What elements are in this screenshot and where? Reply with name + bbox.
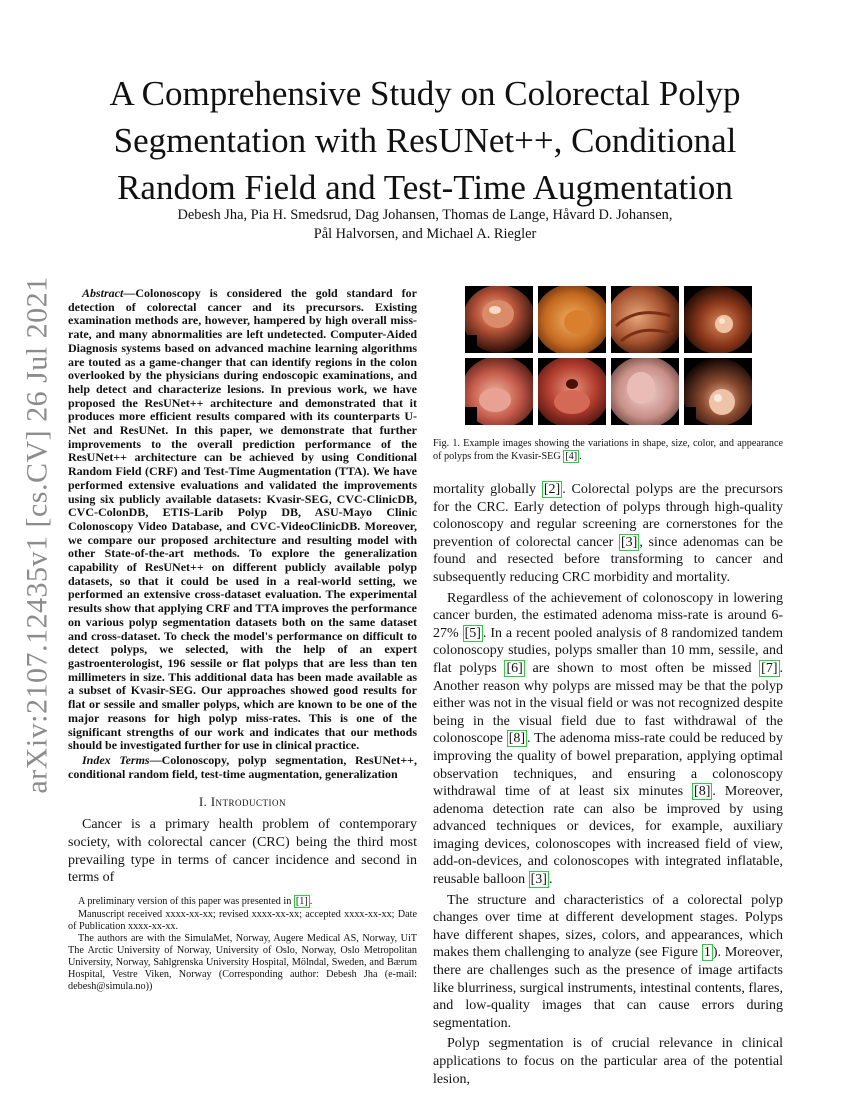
citation-link[interactable]: [4] <box>565 450 578 462</box>
index-terms-text: —Colonoscopy, polyp segmentation, ResUNet++, conditional random field, test-time augmentation, generalization <box>68 752 417 781</box>
polyp-image-6 <box>538 358 606 425</box>
section-heading-introduction <box>68 795 417 810</box>
right-paragraph-3 <box>433 892 783 1033</box>
citation-link[interactable]: [5] <box>464 625 481 641</box>
index-terms-lead: Index Terms <box>82 752 150 767</box>
citation-link[interactable]: [2] <box>543 482 561 497</box>
citation-link[interactable]: [8] <box>508 731 526 747</box>
caption-text: Fig. 1. Example images showing the variations in shape, size, color, and appearance of polyps from the Kvasir-SEG <box>433 438 783 462</box>
citation-link[interactable]: [3] <box>530 872 547 888</box>
polyp-image-2 <box>538 286 606 353</box>
left-column <box>68 287 417 887</box>
citation-link[interactable]: [8] <box>694 784 711 800</box>
index-terms <box>68 754 417 781</box>
intro-paragraph-1: Cancer is a primary health problem of contemporary society, with colorectal cancer (CRC) being the third most prevailing type in terms of cancer incidence and second in terms of <box>68 817 417 886</box>
right-paragraph-2 <box>433 590 783 889</box>
body-text: ). Moreover, there are challenges such as the presence of image artifacts like blurriness, surgical instruments, intestinal contents, flares, and low-quality images that can cause errors during segmentation. <box>433 945 783 1031</box>
right-paragraph-4: Polyp segmentation is of crucial relevance in clinical applications to focus on the particular area of the potential lesion, <box>433 1036 783 1087</box>
footnote-preliminary <box>68 896 417 908</box>
body-text: . In a recent pooled analysis of 8 randomized tandem colonoscopy studies, polyps smaller than 10 mm, sessile, and flat polyps <box>433 625 783 676</box>
body-text: mortality globally <box>433 482 542 497</box>
polyp-image-1 <box>465 286 533 353</box>
footnote-text: A preliminary version of this paper was presented in <box>78 896 294 907</box>
footnotes <box>68 896 417 993</box>
section-title: Introduction <box>210 795 287 810</box>
polyp-image-5 <box>465 358 533 425</box>
polyp-image-3 <box>611 286 679 353</box>
author-list <box>110 206 740 244</box>
figure-1-grid <box>465 286 751 425</box>
footnote-text: . <box>309 896 313 907</box>
authors-line-1: Debesh Jha, Pia H. Smedsrud, Dag Johansen, Thomas de Lange, Håvard D. Johansen, <box>177 207 673 223</box>
citation-link[interactable]: [6] <box>506 660 523 676</box>
body-text: , since adenomas can be found and resected before transforming to cancer and subsequently reducing CRC morbidity and mortality. <box>433 534 783 585</box>
body-text: are shown to most often be missed <box>524 660 760 676</box>
right-column <box>433 286 783 1088</box>
citation-link[interactable]: [3] <box>621 534 638 550</box>
body-text: . Colorectal polyps are the precursors for the CRC. Early detection of polyps through high-quality colonoscopy and regular screening are cornerstones for the prevention of colorectal cancer <box>433 482 783 550</box>
abstract-lead: Abstract <box>82 286 124 300</box>
body-text: Regardless of the achievement of colonoscopy in lowering cancer burden, the estimated adenoma miss-rate is around 6-27% <box>433 590 783 641</box>
body-text: . <box>548 872 553 888</box>
arxiv-stamp <box>18 276 58 794</box>
caption-text: . <box>579 450 582 462</box>
body-text: The structure and characteristics of a colorectal polyp changes over time at different development stages. Polyps have different shapes, sizes, colors, and appearances, which makes them challenging to analyze (see Figure <box>433 892 783 961</box>
abstract-text: —Colonoscopy is considered the gold standard for detection of colorectal cancer and its precursors. Existing examination methods are, however, hampered by high overall miss-rate, and many abnormalities are left undetected. Computer-Aided Diagnosis systems based on advanced machine learning algorithms are touted as a game-changer that can identify regions in the colon overlooked by the physicians during endoscopic examinations, and help detect and characterize lesions. In previous work, we have proposed the ResUNet++ architecture and demonstrated that it produces more efficient results compared with its counterparts U-Net and ResUNet. In this paper, we demonstrate that further improvements to the overall prediction performance of the ResUNet++ architecture can be achieved by using Conditional Random Field (CRF) and Test-Time Augmentation (TTA). We have performed extensive evaluations and validated the improvements using six publicly available datasets: Kvasir-SEG, CVC-ClinicDB, CVC-ColonDB, ETIS-Larib Polyp DB, ASU-Mayo Clinic Colonoscopy Video Database, and CVC-VideoClinicDB. Moreover, we compare our proposed architecture and resulting model with other State-of-the-art methods. To explore the generalization capability of ResUNet++ on different publicly available polyp datasets, so that it could be used in a real-world setting, we performed an extensive cross-dataset evaluation. The experimental results show that applying CRF and TTA improves the performance on various polyp segmentation datasets both on the same dataset and cross-dataset. To check the model's performance on difficult to detect polyps, we selected, with the help of an expert gastroenterologist, 196 sessile or flat polyps that are less than ten millimeters in size. This additional data has been made available as a subset of Kvasir-SEG. Our approaches showed good results for flat or sessile and smaller polyps, which are known to be one of the major reasons for high polyp miss-rates. This is one of the significant strengths of our work and indicates that our methods should be investigated further for use in clinical practice. <box>68 286 417 753</box>
footnote-manuscript: Manuscript received xxxx-xx-xx; revised xxxx-xx-xx; accepted xxxx-xx-xx; Date of Publication xxxx-xx-xx. <box>68 908 417 932</box>
figure-link[interactable]: 1 <box>703 945 711 961</box>
polyp-image-7 <box>611 358 679 425</box>
body-text: . The adenoma miss-rate could be reduced by improving the quality of bowel preparation, applying optimal observation techniques, and ensuring a colonoscopy withdrawal time of at least six minutes <box>433 731 784 800</box>
polyp-image-4 <box>684 286 752 353</box>
polyp-image-8 <box>684 358 752 425</box>
body-text: . Another reason why polyps are missed may be that the polyp either was not in the visual field or was not recognized despite being in the visual field due to fast withdrawal of the colonoscope <box>433 660 783 747</box>
citation-link[interactable]: [7] <box>761 660 778 676</box>
abstract <box>68 287 417 753</box>
paper-title: A Comprehensive Study on Colorectal Polyp Segmentation with ResUNet++, Conditional Random Field and Test-Time Augmentation <box>109 74 741 207</box>
footnote-affiliations: The authors are with the SimulaMet, Norway, Augere Medical AS, Norway, UiT The Arctic University of Norway, University of Oslo, Norway, Oslo Metropolitan University, Norway, Sahlgrenska University Hospital, Mölndal, Sweden, and Bærum Hospital, Vestre Viken, Norway (Corresponding author: Debesh Jha (e-mail: debesh@simula.no)) <box>68 933 417 992</box>
section-number: I. <box>198 795 211 810</box>
right-paragraph-1 <box>433 481 783 587</box>
body-text: . Moreover, adenoma detection rate can also be improved by using advanced techniques or devices, for example, auxiliary imaging devices, colonoscopes with increased field of view, add-on-devices, and colonoscopes with integrated inflatable, reusable balloon <box>433 784 784 888</box>
citation-link[interactable]: [1] <box>295 896 308 907</box>
authors-line-2: Pål Halvorsen, and Michael A. Riegler <box>313 226 537 242</box>
arxiv-id: arXiv:2107.12435v1 [cs.CV] 26 Jul 2021 <box>21 276 55 794</box>
figure-1-caption <box>433 438 783 463</box>
